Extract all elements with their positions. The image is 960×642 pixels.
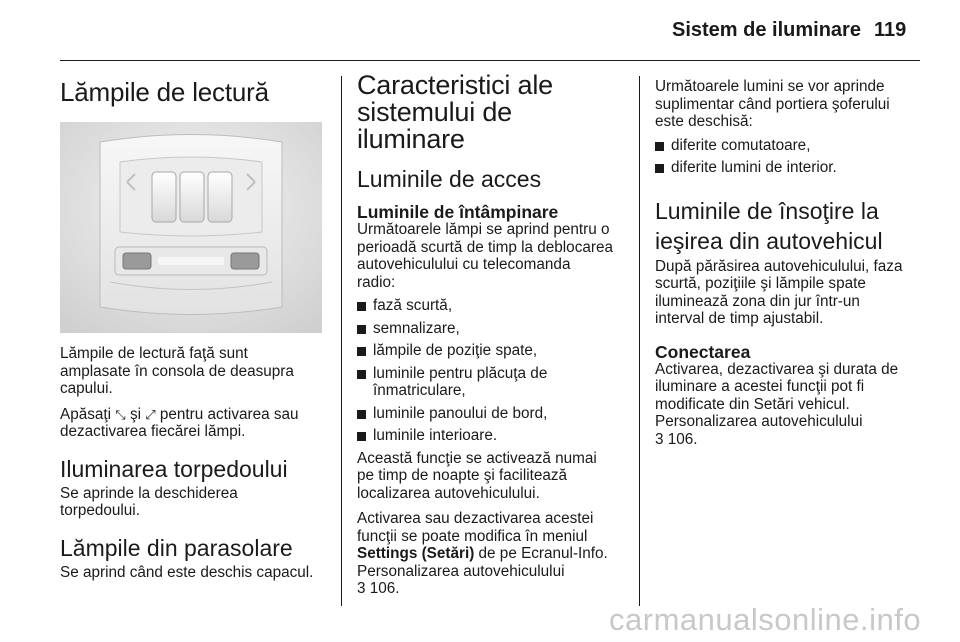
lamp-right-icon: ⤢ (145, 406, 156, 422)
sunvisor-heading: Lămpile din parasolare (60, 534, 293, 561)
exit-lighting-heading: Luminile de însoţire la ieşirea din autovehicul (655, 197, 883, 254)
welcome-lighting-list (357, 297, 625, 445)
list-item: luminile interioare. (357, 427, 625, 445)
door-open-text: Următoarele lumini se vor aprinde suplimentar când portiera şoferului este deschisă: (655, 78, 890, 130)
glovebox-text: Se aprinde la deschiderea torpedoului. (60, 484, 238, 519)
list-item: diferite comutatoare, (655, 137, 920, 155)
list-item: luminile pentru plăcuţa de înmatriculare, (357, 365, 625, 400)
page-reference: 3 106. (357, 580, 400, 597)
watermark: carmanualsonline.info (609, 602, 922, 637)
list-item: diferite lumini de interior. (655, 159, 920, 177)
header-rule (60, 60, 920, 61)
lamp-left-icon: ⤡ (115, 406, 126, 422)
overhead-console-image (60, 122, 322, 333)
welcome-lighting-heading: Luminile de întâmpinare (357, 202, 559, 222)
page-number: 119 (874, 19, 907, 41)
glovebox-heading: Iluminarea torpedoului (60, 455, 288, 482)
column-divider-1 (341, 76, 342, 606)
column-2 (357, 72, 625, 598)
settings-text: Activarea sau dezactivarea acestei funcţii se poate modifica în meniul Settings (Setări) de pe Ecranul-Info. Personalizarea autovehiculului 3 106. (357, 510, 608, 597)
column-divider-2 (639, 76, 640, 606)
lighting-features-heading: Caracteristici ale sistemului de iluminare (357, 70, 553, 154)
list-item: semnalizare, (357, 320, 625, 338)
column-1 (60, 72, 334, 581)
settings-menu-label: Settings (Setări) (357, 545, 475, 562)
reading-lamps-figure (60, 122, 322, 333)
night-function-text: Această funcţie se activează numai pe timp de noapte şi facilitează localizarea autovehiculului. (357, 449, 597, 502)
column-3 (655, 72, 920, 448)
reading-lamps-heading: Lămpile de lectură (60, 77, 269, 107)
page-header-title: Sistem de iluminare (672, 19, 861, 41)
connect-text: Activarea, dezactivarea şi durata de iluminare a acestei funcţii pot fi modificate din Setări vehicul. Personalizarea autovehiculului 3 106. (655, 360, 899, 448)
list-item: lămpile de poziţie spate, (357, 342, 625, 360)
connect-heading: Conectarea (655, 341, 751, 362)
sunvisor-text: Se aprind când este deschis capacul. (60, 563, 314, 581)
entry-lighting-heading: Luminile de acces (357, 166, 542, 192)
list-item: luminile panoului de bord, (357, 405, 625, 423)
welcome-lighting-text: Următoarele lămpi se aprind pentru o perioadă scurtă de timp la deblocarea autovehiculului cu telecomanda radio: (357, 221, 613, 291)
reading-lamps-press-text: Apăsaţi ⤡ şi ⤢ pentru activarea sau dezactivarea fiecărei lămpi. (60, 405, 299, 440)
exit-lighting-text: După părăsirea autovehiculului, faza scurtă, poziţiile şi lămpile spate iluminează zona din jur într-un interval de timp ajustabil. (655, 257, 903, 327)
door-open-list (655, 137, 920, 177)
list-item: fază scurtă, (357, 297, 625, 315)
reading-lamps-caption: Lămpile de lectură faţă sunt amplasate în consola de deasupra capului. (60, 345, 294, 397)
page-reference: 3 106. (655, 430, 698, 448)
